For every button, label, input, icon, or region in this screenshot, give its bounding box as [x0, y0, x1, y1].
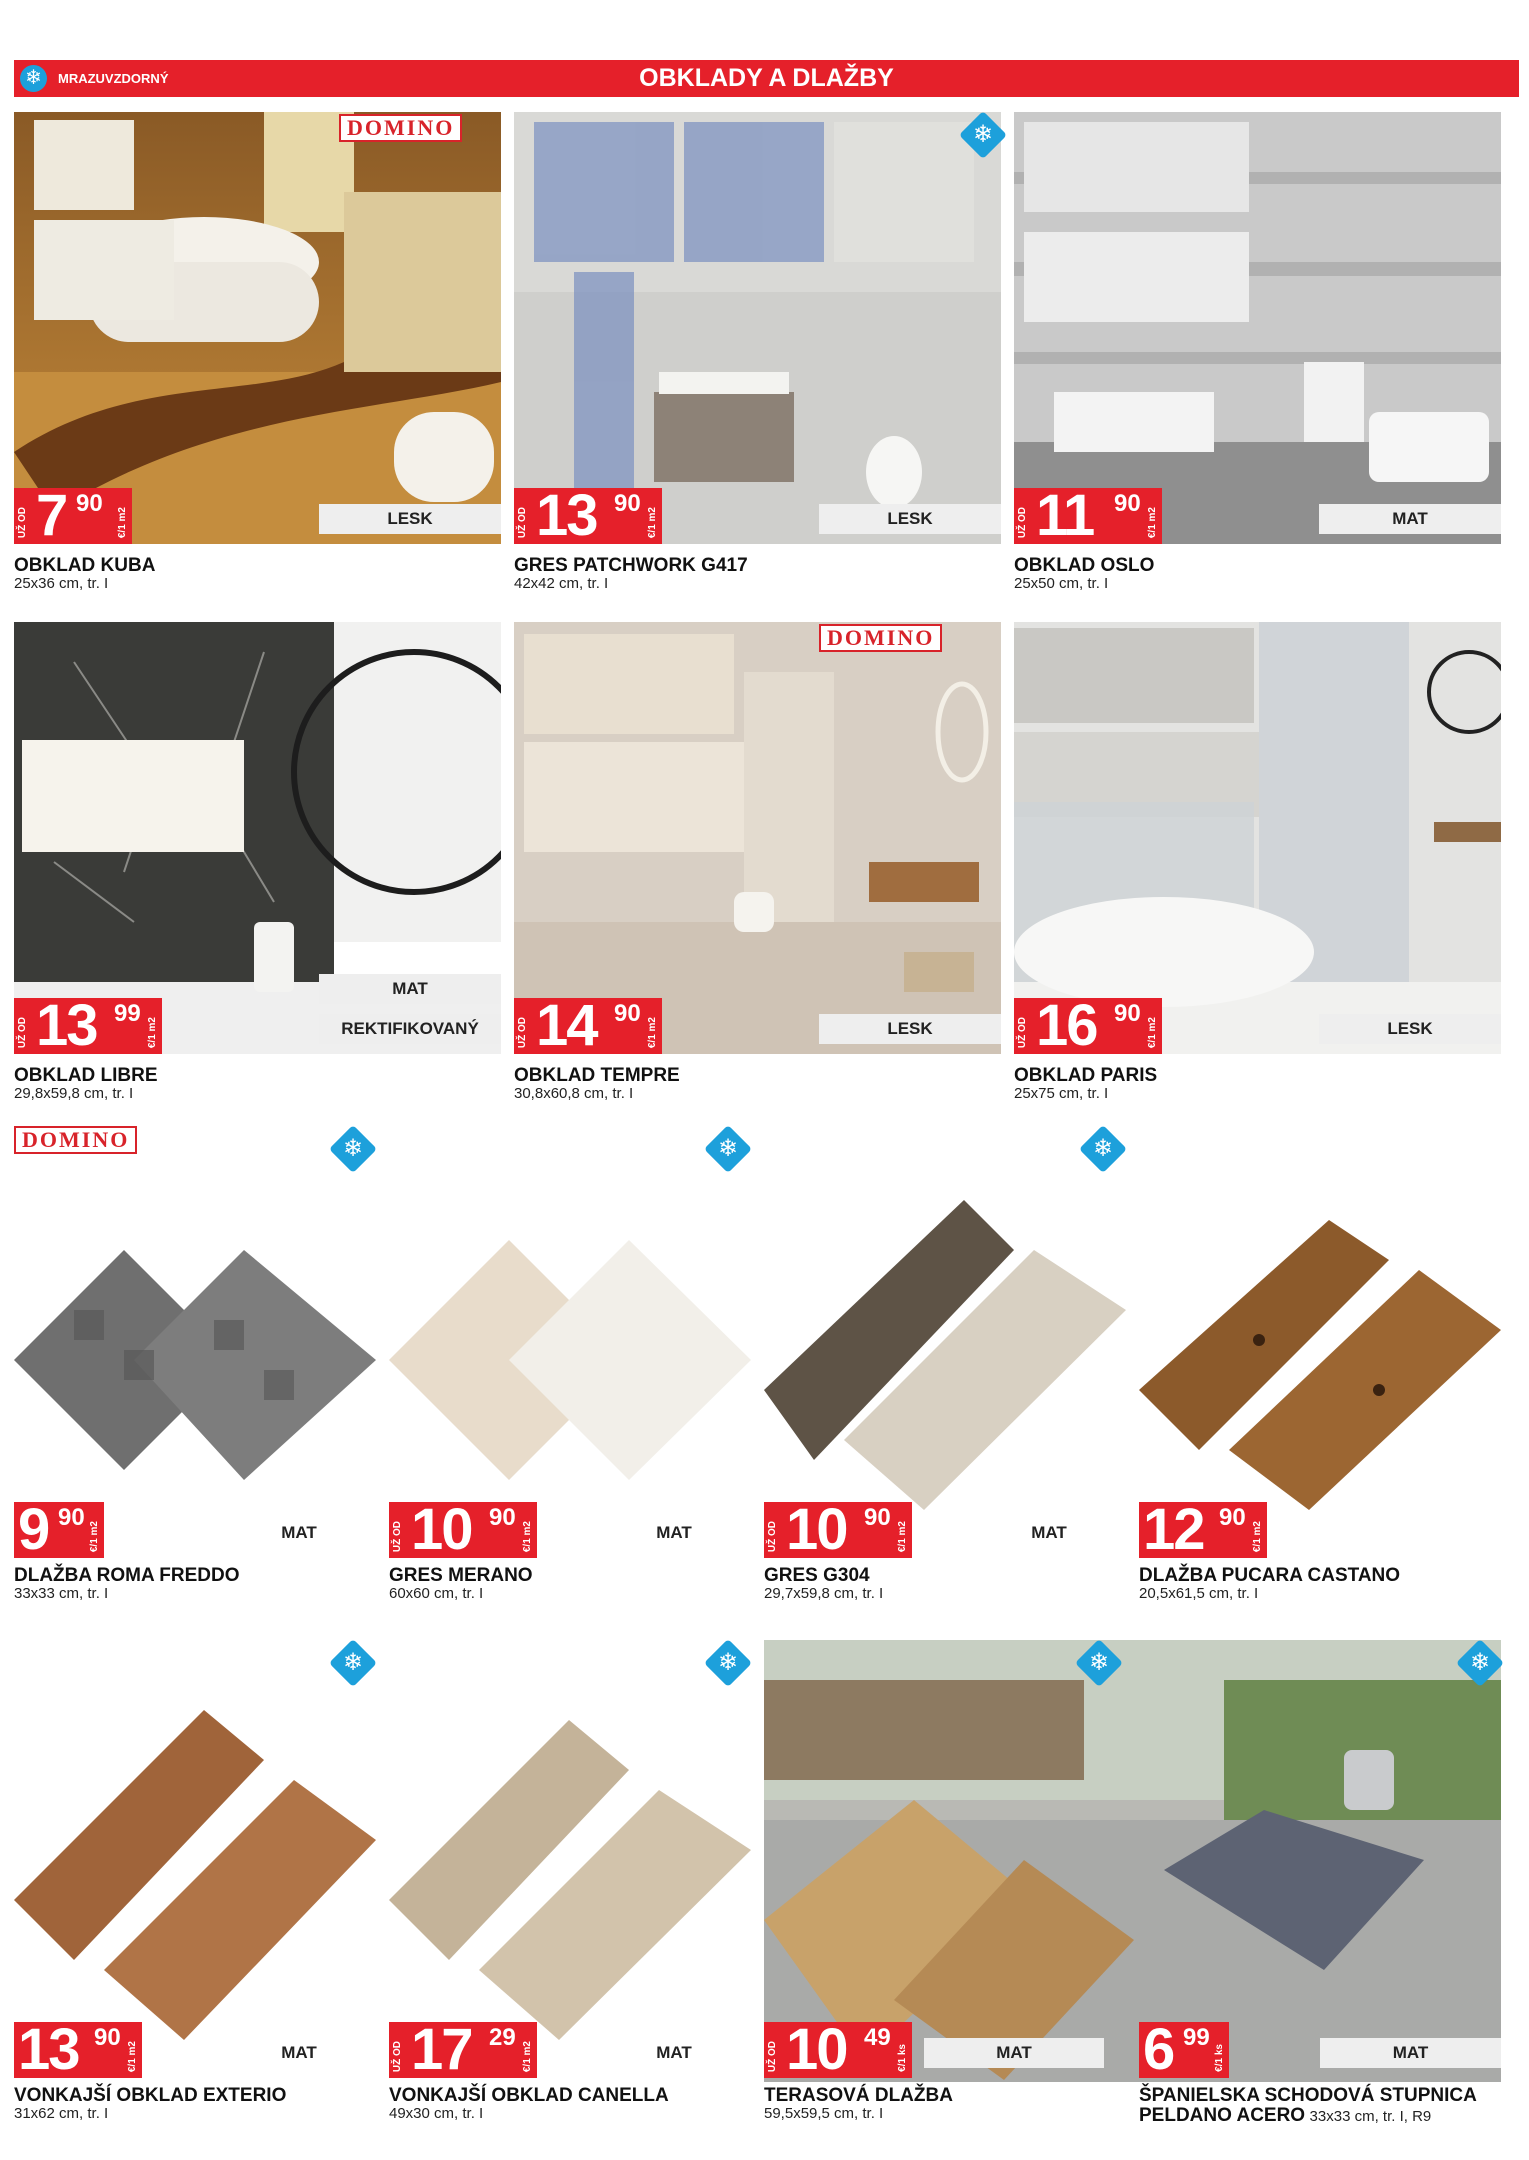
snowflake-icon: ❄	[329, 1639, 377, 1687]
product-dimensions: 29,7x59,8 cm, tr. I	[764, 1585, 884, 1602]
product-dimensions: 42x42 cm, tr. I	[514, 575, 609, 592]
snowflake-icon: ❄	[1456, 1639, 1504, 1687]
product-dimensions: 33x33 cm, tr. I	[14, 1585, 109, 1602]
snowflake-icon: ❄	[704, 1639, 752, 1687]
product-dimensions: 49x30 cm, tr. I	[389, 2105, 484, 2122]
product-photo	[1139, 1160, 1501, 1540]
price-badge: UŽ OD 7 90 €/1 m2	[14, 488, 132, 544]
product-name: OBKLAD PARIS	[1014, 1065, 1158, 1086]
product-card[interactable]	[1139, 1126, 1501, 1616]
product-photo	[1014, 622, 1501, 1054]
price-badge: UŽ OD 13 99 €/1 m2	[14, 998, 162, 1054]
product-name: GRES PATCHWORK G417	[514, 555, 748, 576]
product-card[interactable]	[514, 112, 1001, 606]
product-name-line2: PELDANO ACERO	[1139, 2105, 1306, 2126]
product-card[interactable]	[389, 1126, 751, 1616]
product-name: ŠPANIELSKA SCHODOVÁ STUPNICA	[1139, 2085, 1477, 2106]
product-photo	[764, 1640, 1501, 2082]
price-badge: UŽ OD 16 90 €/1 m2	[1014, 998, 1162, 1054]
product-photo	[14, 112, 501, 544]
finish-tag: MAT	[924, 2038, 1104, 2068]
price-badge: 13 90 €/1 m2	[14, 2022, 142, 2078]
finish-tag: LESK	[319, 504, 501, 534]
snowflake-icon: ❄	[959, 111, 1007, 159]
snowflake-icon: ❄	[20, 65, 47, 92]
price-badge: UŽ OD 10 90 €/1 m2	[764, 1502, 912, 1558]
product-dimensions: 29,8x59,8 cm, tr. I	[14, 1085, 134, 1102]
domino-logo: DOMINO	[819, 624, 942, 652]
product-subtitle	[1139, 2106, 1431, 2126]
finish-tag: MAT	[656, 2043, 692, 2062]
price-badge: UŽ OD 13 90 €/1 m2	[514, 488, 662, 544]
product-card[interactable]	[389, 1640, 751, 2140]
product-photo	[764, 1160, 1126, 1540]
product-card[interactable]	[764, 1126, 1126, 1616]
finish-tag: MAT	[319, 974, 501, 1004]
product-name: OBKLAD LIBRE	[14, 1065, 158, 1086]
finish-tag: LESK	[819, 1014, 1001, 1044]
price-badge: UŽ OD 14 90 €/1 m2	[514, 998, 662, 1054]
product-photo	[514, 622, 1001, 1054]
product-dimensions: 25x36 cm, tr. I	[14, 575, 109, 592]
product-dimensions: 25x50 cm, tr. I	[1014, 575, 1109, 592]
snowflake-icon: ❄	[329, 1125, 377, 1173]
finish-tag: MAT	[281, 1523, 317, 1542]
product-photo	[389, 1160, 751, 1540]
snowflake-icon: ❄	[1079, 1125, 1127, 1173]
price-badge: UŽ OD 10 90 €/1 m2	[389, 1502, 537, 1558]
product-card[interactable]	[14, 1126, 376, 1616]
product-photo	[1014, 112, 1501, 544]
product-name: GRES G304	[764, 1565, 870, 1586]
product-photo	[514, 112, 1001, 544]
product-name: OBKLAD OSLO	[1014, 555, 1155, 576]
frost-resistant-legend: MRAZUVZDORNÝ	[58, 71, 169, 86]
product-dimensions: 25x75 cm, tr. I	[1014, 1085, 1109, 1102]
product-card[interactable]	[14, 1640, 376, 2140]
snowflake-icon: ❄	[704, 1125, 752, 1173]
product-dimensions: 20,5x61,5 cm, tr. I	[1139, 1585, 1259, 1602]
finish-tag: REKTIFIKOVANÝ	[319, 1014, 501, 1044]
price-badge: UŽ OD 10 49 €/1 ks	[764, 2022, 912, 2078]
snowflake-icon: ❄	[1075, 1639, 1123, 1687]
price-badge: 6 99 €/1 ks	[1139, 2022, 1229, 2078]
product-dimensions: 60x60 cm, tr. I	[389, 1585, 484, 1602]
product-name: VONKAJŠÍ OBKLAD CANELLA	[389, 2085, 669, 2106]
product-name: VONKAJŠÍ OBKLAD EXTERIO	[14, 2085, 287, 2106]
domino-logo: DOMINO	[14, 1126, 137, 1154]
product-card[interactable]	[14, 622, 501, 1116]
section-header	[14, 60, 1519, 97]
product-dimensions: 30,8x60,8 cm, tr. I	[514, 1085, 634, 1102]
product-card[interactable]	[514, 622, 1001, 1116]
product-name: OBKLAD KUBA	[14, 555, 156, 576]
product-photo	[14, 1160, 376, 1540]
product-photo	[389, 1670, 751, 2050]
finish-tag: MAT	[1031, 1523, 1067, 1542]
price-badge: 12 90 €/1 m2	[1139, 1502, 1267, 1558]
price-badge: UŽ OD 17 29 €/1 m2	[389, 2022, 537, 2078]
product-card[interactable]	[764, 1640, 1501, 2140]
product-photo	[14, 1670, 376, 2050]
price-badge: UŽ OD 11 90 €/1 m2	[1014, 488, 1162, 544]
finish-tag: LESK	[1319, 1014, 1501, 1044]
product-dimensions: 33x33 cm, tr. I, R9	[1309, 2108, 1432, 2125]
finish-tag: MAT	[1319, 504, 1501, 534]
domino-logo: DOMINO	[339, 114, 462, 142]
product-card[interactable]	[1014, 622, 1501, 1116]
product-name: DLAŽBA ROMA FREDDO	[14, 1565, 240, 1586]
product-name: DLAŽBA PUCARA CASTANO	[1139, 1565, 1401, 1586]
product-name: TERASOVÁ DLAŽBA	[764, 2085, 953, 2106]
page-title: OBKLADY A DLAŽBY	[639, 64, 894, 92]
price-badge: 9 90 €/1 m2	[14, 1502, 104, 1558]
product-name: OBKLAD TEMPRE	[514, 1065, 680, 1086]
product-name: GRES MERANO	[389, 1565, 533, 1586]
product-dimensions: 59,5x59,5 cm, tr. I	[764, 2105, 884, 2122]
finish-tag: LESK	[819, 504, 1001, 534]
product-card[interactable]	[14, 112, 501, 606]
finish-tag: MAT	[656, 1523, 692, 1542]
finish-tag: MAT	[281, 2043, 317, 2062]
product-dimensions: 31x62 cm, tr. I	[14, 2105, 109, 2122]
product-card[interactable]	[1014, 112, 1501, 606]
finish-tag: MAT	[1320, 2038, 1501, 2068]
